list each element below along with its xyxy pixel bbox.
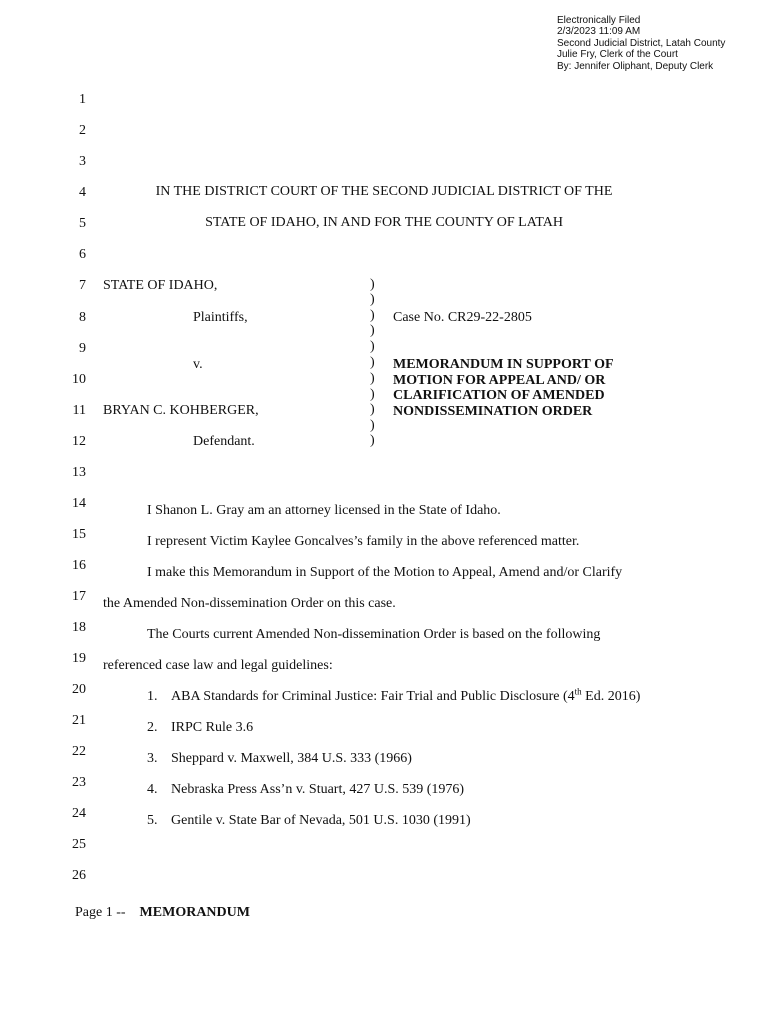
reference-item	[147, 751, 412, 767]
line-number: 4	[79, 185, 86, 200]
line-number: 12	[72, 434, 86, 449]
line-number: 10	[72, 372, 86, 387]
reference-text: Gentile v. State Bar of Nevada, 501 U.S. 1030 (1991)	[171, 813, 471, 828]
paren: )	[370, 418, 375, 433]
court-heading-line2: STATE OF IDAHO, IN AND FOR THE COUNTY OF LATAH	[205, 215, 563, 230]
line-number: 16	[72, 558, 86, 573]
plaintiff-role: Plaintiffs,	[193, 310, 248, 325]
paren: )	[370, 308, 375, 323]
reference-superscript: th	[574, 686, 582, 697]
paren: )	[370, 323, 375, 338]
paren: )	[370, 371, 375, 386]
line-number: 11	[72, 403, 86, 418]
reference-item	[147, 686, 641, 705]
plaintiff-name: STATE OF IDAHO,	[103, 278, 218, 293]
line-number: 1	[79, 92, 86, 107]
paren: )	[370, 433, 375, 448]
line-number: 6	[79, 247, 86, 262]
paragraph-1: I Shanon L. Gray am an attorney licensed in the State of Idaho.	[147, 503, 501, 518]
paragraph-4-line2: referenced case law and legal guidelines:	[103, 658, 333, 673]
reference-text: IRPC Rule 3.6	[171, 720, 254, 735]
reference-text: Nebraska Press Ass’n v. Stuart, 427 U.S. 539 (1976)	[171, 782, 465, 797]
page-number: Page 1 --	[75, 905, 126, 920]
reference-number: 1.	[147, 689, 158, 704]
line-number: 8	[79, 310, 86, 325]
reference-item	[147, 782, 464, 798]
document-title-line: MOTION FOR APPEAL AND/ OR	[393, 372, 606, 388]
line-number: 14	[72, 496, 86, 511]
paren: )	[370, 387, 375, 402]
line-number: 5	[79, 216, 86, 231]
line-number: 13	[72, 465, 86, 480]
paren: )	[370, 292, 375, 307]
reference-number: 5.	[147, 813, 158, 828]
defendant-role: Defendant.	[193, 434, 255, 449]
paren: )	[370, 277, 375, 292]
court-heading-line1: IN THE DISTRICT COURT OF THE SECOND JUDICIAL DISTRICT OF THE	[155, 184, 613, 199]
line-number: 24	[72, 806, 86, 821]
paren: )	[370, 339, 375, 354]
footer-label: MEMORANDUM	[139, 905, 250, 920]
filing-stamp	[557, 15, 725, 72]
paragraph-3-line1: I make this Memorandum in Support of the Motion to Appeal, Amend and/or Clarify	[147, 565, 623, 580]
reference-number: 4.	[147, 782, 158, 797]
stamp-line: Second Judicial District, Latah County	[557, 37, 726, 49]
line-number: 9	[79, 341, 86, 356]
reference-number: 2.	[147, 720, 158, 735]
reference-text: Sheppard v. Maxwell, 384 U.S. 333 (1966)	[171, 751, 412, 766]
case-number: Case No. CR29-22-2805	[393, 310, 532, 325]
stamp-line: Electronically Filed	[557, 15, 641, 26]
paragraph-2: I represent Victim Kaylee Goncalves’s family in the above referenced matter.	[147, 534, 580, 549]
reference-number: 3.	[147, 751, 158, 766]
line-number: 7	[79, 278, 86, 293]
reference-tail: Ed. 2016)	[581, 689, 641, 704]
document-title-line: CLARIFICATION OF AMENDED	[393, 388, 605, 403]
document-title	[393, 357, 614, 419]
paragraph-4-line1: The Courts current Amended Non-dissemination Order is based on the following	[147, 627, 601, 642]
line-number: 2	[79, 123, 86, 138]
paren: )	[370, 355, 375, 370]
line-number: 22	[72, 744, 86, 759]
line-number: 18	[72, 620, 86, 635]
line-number: 20	[72, 682, 86, 697]
stamp-line: By: Jennifer Oliphant, Deputy Clerk	[557, 60, 714, 72]
line-number: 25	[72, 837, 86, 852]
line-number: 23	[72, 775, 86, 790]
reference-item	[147, 813, 471, 829]
page-footer	[75, 905, 250, 921]
document-title-line: NONDISSEMINATION ORDER	[393, 403, 593, 419]
line-number: 26	[72, 868, 86, 883]
line-number: 15	[72, 527, 86, 542]
line-number: 19	[72, 651, 86, 666]
line-number: 21	[72, 713, 86, 728]
paren: )	[370, 402, 375, 417]
line-number: 17	[72, 589, 86, 604]
reference-item	[147, 720, 253, 736]
document-title-line: MEMORANDUM IN SUPPORT OF	[393, 357, 614, 372]
reference-text: ABA Standards for Criminal Justice: Fair Trial and Public Disclosure (4	[171, 689, 575, 704]
paragraph-3-line2: the Amended Non-dissemination Order on this case.	[103, 596, 396, 611]
line-number: 3	[79, 154, 86, 169]
defendant-name: BRYAN C. KOHBERGER,	[103, 403, 259, 418]
versus: v.	[193, 357, 203, 372]
stamp-line: Julie Fry, Clerk of the Court	[557, 49, 678, 61]
stamp-line: 2/3/2023 11:09 AM	[557, 26, 641, 38]
